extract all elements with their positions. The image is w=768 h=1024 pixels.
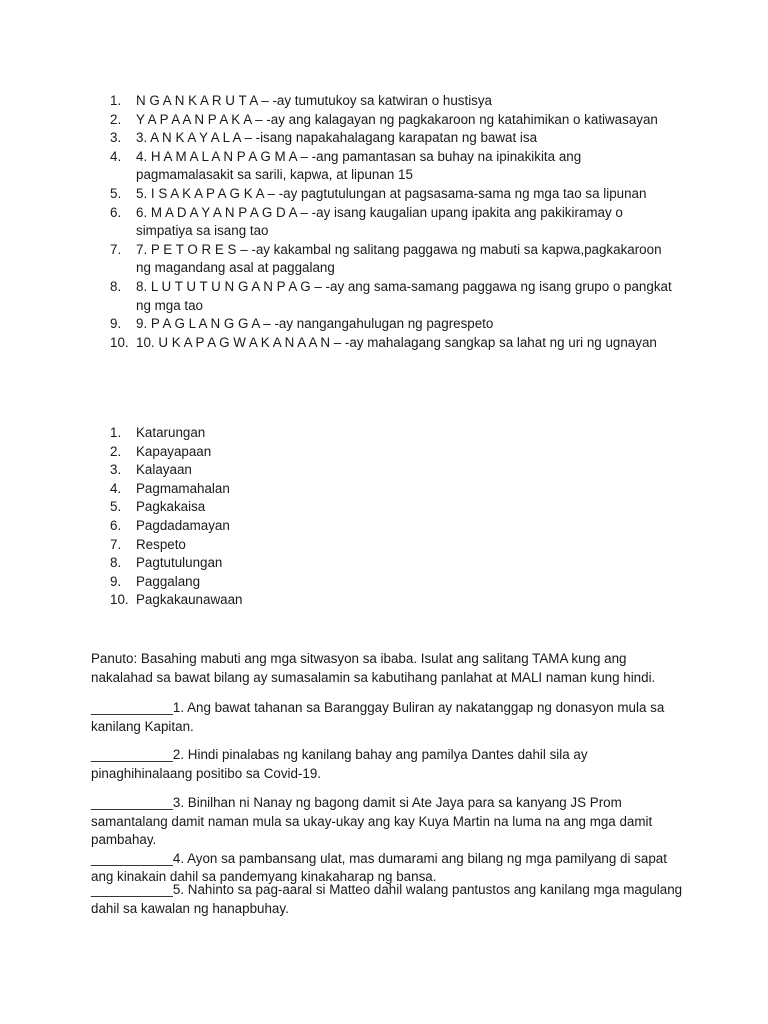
list-item	[0, 536, 338, 555]
item-number: 9.	[110, 573, 122, 589]
situation-item: ___________3. Binilhan ni Nanay ng bagong damit si Ate Jaya para sa kanyang JS Prom samantalang damit naman mula sa ukay-ukay ang kay Kuya Martin na luma na ang mga damit pambahay.	[91, 795, 653, 848]
item-text: 6. M A D A Y A N P A G D A – -ay isang kaugalian upang ipakita ang pakikiramay o simpatiya sa isang tao	[136, 204, 623, 239]
list-item	[0, 334, 768, 353]
item-number: 2.	[110, 111, 122, 127]
list-item	[0, 315, 768, 334]
item-text: Pagdadamayan	[136, 517, 230, 533]
item-number: 6.	[110, 204, 122, 220]
item-number: 2.	[110, 443, 122, 459]
situation-item: ___________2. Hindi pinalabas ng kanilang bahay ang pamilya Dantes dahil sila ay pinaghihinalaang positibo sa Covid-19.	[91, 747, 588, 781]
item-text: 5. I S A K A P A G K A – -ay pagtutulungan at pagsasama-sama ng mga tao sa lipunan	[136, 185, 647, 201]
item-text: 7. P E T O R E S – -ay kakambal ng salitang paggawa ng mabuti sa kapwa,pagkakaroon ng magandang asal at paggalang	[136, 241, 662, 276]
item-text: Respeto	[136, 536, 186, 552]
item-number: 7.	[110, 241, 122, 257]
item-text: Pagtutulungan	[136, 555, 223, 571]
list-item	[0, 278, 768, 315]
list-item	[0, 517, 338, 536]
list-item	[0, 148, 768, 185]
item-text: Pagmamahalan	[136, 480, 230, 496]
situation-item: ___________4. Ayon sa pambansang ulat, mas dumarami ang bilang ng mga pamilyang di sapat ang kinakain dahil sa pandemyang kinakaharap ng bansa.	[91, 850, 667, 885]
list-item	[0, 498, 338, 517]
item-number: 8.	[110, 555, 122, 571]
list-item	[0, 111, 768, 130]
item-number: 3.	[110, 462, 122, 478]
item-text: 9. P A G L A N G G A – -ay nangangahulugan ng pagrespeto	[136, 316, 494, 332]
list-item	[0, 92, 768, 111]
situation-item: ___________5. Nahinto sa pag-aaral si Matteo dahil walang pantustos ang kanilang mga magulang dahil sa kawalan ng hanapbuhay.	[91, 882, 683, 916]
list-item	[0, 554, 338, 573]
scrambled-words-list	[0, 92, 768, 352]
item-text: Kalayaan	[136, 462, 192, 478]
item-number: 5.	[110, 499, 122, 515]
item-text: 10. U K A P A G W A K A N A A N – -ay mahalagang sangkap sa lahat ng uri ng ugnayan	[136, 334, 657, 350]
item-text: 8. L U T U T U N G A N P A G – -ay ang sama-samang paggawa ng isang grupo o pangkat ng mga tao	[136, 278, 672, 313]
list-item	[0, 185, 768, 204]
item-text: 4. H A M A L A N P A G M A – -ang pamantasan sa buhay na ipinakikita ang pagmamalasakit sa sarili, kapwa, at lipunan 15	[136, 148, 582, 183]
list-item	[0, 204, 768, 241]
item-text: 3. A N K A Y A L A – -isang napakahalagang karapatan ng bawat isa	[136, 130, 538, 146]
instructions-paragraph: Panuto: Basahing mabuti ang mga sitwasyon sa ibaba. Isulat ang salitang TAMA kung ang nakalahad sa bawat bilang ay sumasalamin sa kabutihang panlahat at MALI naman kung hindi.	[91, 651, 656, 685]
item-text: Paggalang	[136, 573, 201, 589]
item-text: N G A N K A R U T A – -ay tumutukoy sa katwiran o hustisya	[136, 93, 493, 108]
item-text: Pagkakaunawaan	[136, 592, 243, 608]
item-number: 9.	[110, 316, 122, 332]
item-number: 6.	[110, 517, 122, 533]
answer-key-list	[0, 424, 338, 610]
list-item	[0, 424, 338, 443]
item-number: 4.	[110, 480, 122, 496]
item-number: 10.	[110, 592, 129, 608]
situation-group	[91, 794, 691, 887]
list-item	[0, 573, 338, 592]
situation-item: ___________1. Ang bawat tahanan sa Baranggay Buliran ay nakatanggap ng donasyon mula sa kanilang Kapitan.	[91, 700, 665, 734]
list-item	[0, 480, 338, 499]
item-text: Pagkakaisa	[136, 499, 206, 515]
item-number: 5.	[110, 185, 122, 201]
item-text: Katarungan	[136, 425, 206, 440]
list-item	[0, 591, 338, 610]
item-number: 8.	[110, 278, 122, 294]
item-number: 7.	[110, 536, 122, 552]
list-item	[0, 443, 338, 462]
item-number: 4.	[110, 148, 122, 164]
item-number: 3.	[110, 130, 122, 146]
list-item	[0, 461, 338, 480]
item-number: 1.	[110, 425, 122, 440]
item-text: Kapayapaan	[136, 443, 212, 459]
item-number: 1.	[110, 93, 122, 108]
list-item	[0, 129, 768, 148]
item-number: 10.	[110, 334, 129, 350]
item-text: Y A P A A N P A K A – -ay ang kalagayan ng pagkakaroon ng katahimikan o katiwasayan	[136, 111, 658, 127]
list-item	[0, 241, 768, 278]
